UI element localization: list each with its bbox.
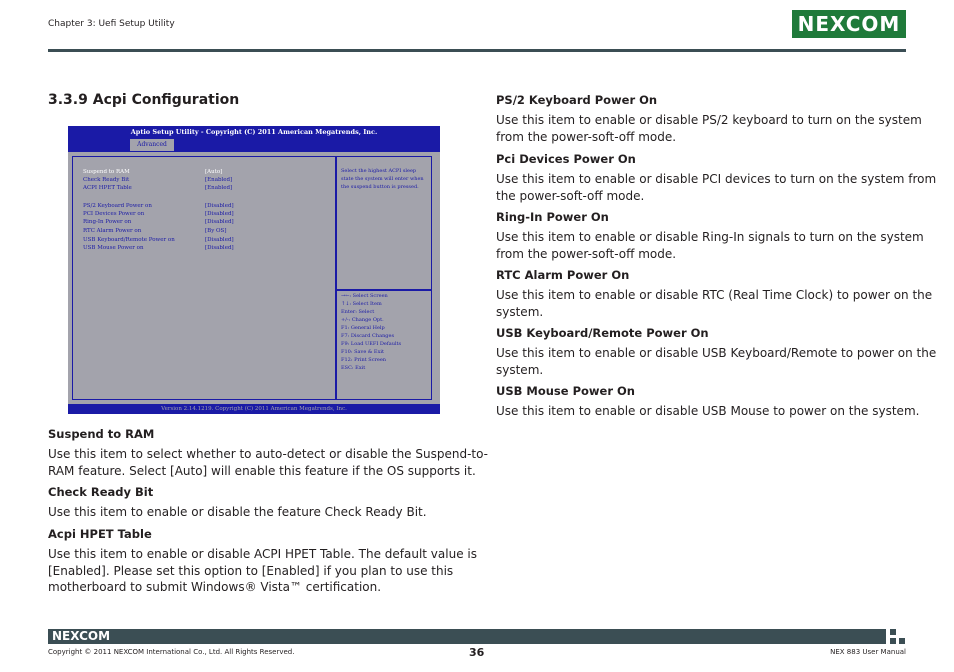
para-check-ready-bit (48, 504, 427, 521)
bios-row[interactable] (83, 245, 234, 251)
para-line: Use this item to enable or disable RTC (Real Time Clock) to power on the (496, 288, 933, 302)
bios-screenshot (68, 126, 440, 414)
para-line: from the power-soft-off mode. (496, 129, 677, 144)
bios-row-value: [Disabled] (205, 245, 234, 251)
heading-usb-mouse: USB Mouse Power On (496, 384, 635, 398)
para-line: system. (496, 304, 544, 319)
para-line: Use this item to enable or disable PS/2 keyboard to turn on the system (496, 113, 922, 127)
para-ring-in (496, 229, 924, 262)
heading-usb-keyboard: USB Keyboard/Remote Power On (496, 326, 709, 340)
para-line: [Enabled]. Please set this option to [Enabled] if you plan to use this (48, 563, 454, 578)
bios-row-label: Check Ready Bit (83, 177, 130, 183)
chapter-label: Chapter 3: Uefi Setup Utility (48, 19, 175, 29)
para-line: motherboard to submit Windows® Vista™ certification. (48, 580, 382, 594)
bios-footer: Version 2.14.1219. Copyright (C) 2011 American Megatrends, Inc. (161, 406, 347, 412)
heading-rtc-alarm: RTC Alarm Power On (496, 268, 630, 282)
bios-row-label: PS/2 Keyboard Power on (83, 203, 152, 209)
heading-ps2-keyboard: PS/2 Keyboard Power On (496, 93, 658, 107)
para-line: Use this item to select whether to auto-detect or disable the Suspend-to- (48, 447, 488, 461)
heading-acpi-hpet-table: Acpi HPET Table (48, 527, 152, 541)
bios-row[interactable] (83, 211, 234, 217)
bios-key: →←: Select Screen (341, 293, 388, 299)
para-ps2-keyboard (496, 112, 922, 145)
bios-row-label: Suspend to RAM (83, 169, 130, 175)
footer-copyright: Copyright © 2011 NEXCOM International Co., Ltd. All Rights Reserved. (48, 648, 295, 656)
bios-row[interactable] (83, 228, 226, 234)
bios-keys-panel (336, 290, 432, 400)
para-rtc-alarm (496, 287, 932, 320)
para-line: from the power-soft-off mode. (496, 246, 677, 261)
bios-key: F1: General Help (341, 325, 385, 331)
para-usb-keyboard (496, 345, 936, 378)
para-line: Use this item to enable or disable USB Keyboard/Remote to power on the (496, 346, 937, 360)
bios-row[interactable] (83, 185, 232, 191)
para-line: system. (496, 362, 544, 377)
bottom-bar (48, 629, 886, 644)
bios-row[interactable] (83, 219, 234, 225)
bios-row-value: [Auto] (205, 169, 223, 175)
bios-row-value: [Disabled] (205, 237, 234, 243)
para-line: Use this item to enable or disable USB Mouse to power on the system. (496, 404, 920, 418)
page-number: 36 (469, 646, 485, 659)
para-line: Use this item to enable or disable Ring-In signals to turn on the system (496, 230, 924, 244)
para-suspend-to-ram (48, 446, 488, 479)
bios-row-value: [By OS] (205, 228, 227, 234)
bios-tab-advanced[interactable]: Advanced (130, 139, 174, 151)
para-line: the power-soft-off mode. (496, 188, 645, 203)
bios-row[interactable] (83, 177, 232, 183)
bios-row-value: [Enabled] (205, 177, 233, 183)
bios-row-label: Ring-In Power on (83, 219, 132, 225)
bios-key: F12: Print Screen (341, 357, 387, 363)
bios-row-label: RTC Alarm Power on (83, 228, 142, 234)
bios-row[interactable] (83, 169, 222, 175)
para-line: Use this item to enable or disable ACPI HPET Table. The default value is (48, 547, 477, 561)
bios-help-panel (336, 156, 432, 290)
para-line: Use this item to enable or disable PCI devices to turn on the system from (496, 172, 937, 186)
bios-row-value: [Disabled] (205, 219, 234, 225)
heading-suspend-to-ram: Suspend to RAM (48, 427, 155, 441)
bios-help-text: Select the highest ACPI sleep state the system will enter when the suspend button is pressed. (341, 168, 424, 190)
heading-check-ready-bit: Check Ready Bit (48, 485, 154, 499)
footer-manual-name: NEX 883 User Manual (830, 648, 906, 656)
heading-pci-devices: Pci Devices Power On (496, 152, 636, 166)
corner-square (890, 638, 896, 644)
bios-row-value: [Disabled] (205, 211, 234, 217)
bios-row-label: PCI Devices Power on (83, 211, 145, 217)
bios-key: F7: Discard Changes (341, 333, 395, 339)
bios-key: ESC: Exit (341, 365, 366, 371)
bios-key: F10: Save & Exit (341, 349, 385, 355)
bios-key: F9: Load UEFI Defaults (341, 341, 402, 347)
nexcom-logo: NEXCOM (792, 10, 906, 38)
corner-square (899, 638, 905, 644)
bios-row-value: [Enabled] (205, 185, 233, 191)
bios-row-label: ACPI HPET Table (83, 185, 132, 191)
para-line: Use this item to enable or disable the feature Check Ready Bit. (48, 505, 427, 519)
bios-row-value: [Disabled] (205, 203, 234, 209)
bios-row[interactable] (83, 237, 234, 243)
bios-body (68, 152, 440, 404)
para-line: RAM feature. Select [Auto] will enable this feature if the OS supports it. (48, 463, 476, 478)
footer-nexcom-logo: NEXCOM (52, 629, 111, 643)
bios-key: +/-: Change Opt. (341, 317, 384, 323)
bios-row[interactable] (83, 203, 234, 209)
corner-square (890, 629, 896, 635)
bios-tabbar (68, 138, 440, 152)
bios-row-label: USB Mouse Power on (83, 245, 144, 251)
bios-key: Enter: Select (341, 309, 375, 315)
para-pci-devices (496, 171, 936, 204)
bios-key: ↑↓: Select Item (341, 301, 382, 307)
bios-main-panel (72, 156, 336, 400)
bios-row-label: USB Keyboard/Remote Power on (83, 237, 175, 243)
para-usb-mouse (496, 403, 919, 420)
top-rule (48, 49, 906, 52)
para-acpi-hpet-table (48, 546, 477, 596)
bios-header: Aptio Setup Utility - Copyright (C) 2011 American Megatrends, Inc. (130, 128, 378, 136)
heading-ring-in: Ring-In Power On (496, 210, 609, 224)
section-title: 3.3.9 Acpi Configuration (48, 92, 240, 108)
